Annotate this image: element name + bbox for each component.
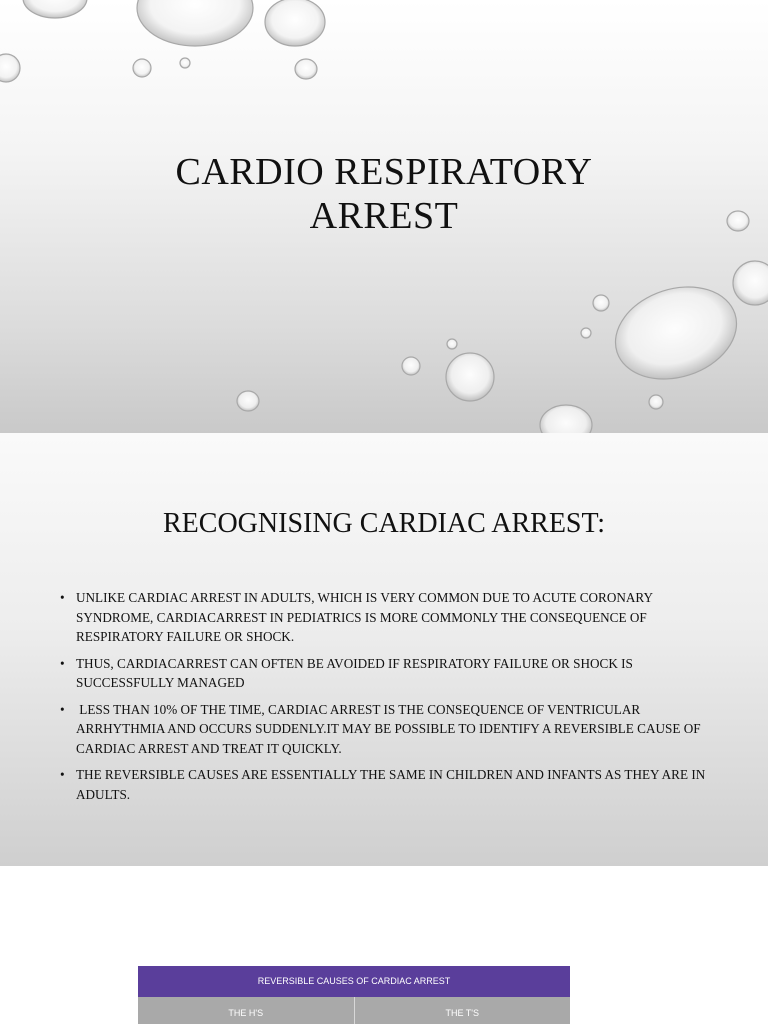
droplet xyxy=(447,339,457,349)
bullet-item xyxy=(58,700,708,759)
slide-heading: RECOGNISING CARDIAC ARREST: xyxy=(163,508,605,539)
droplet xyxy=(295,59,317,79)
table-slide xyxy=(0,866,768,1024)
droplet xyxy=(0,54,20,82)
bullet-item xyxy=(58,654,708,693)
title-slide xyxy=(0,0,768,433)
table-header-row xyxy=(138,997,570,1024)
bullet-text: UNLIKE CARDIAC ARREST IN ADULTS, WHICH IS VERY COMMON DUE TO ACUTE CORONARY SYNDROME, CARDIACARREST IN PEDIATRICS IS MORE COMMONLY THE CONSEQUENCE OF RESPIRATORY FAILURE OR SHOCK. xyxy=(76,590,653,644)
droplet xyxy=(137,0,253,46)
slide-title-line-2: ARREST xyxy=(309,195,459,237)
bullet-text: THE REVERSIBLE CAUSES ARE ESSENTIALLY THE SAME IN CHILDREN AND INFANTS AS THEY ARE IN ADULTS. xyxy=(76,767,706,802)
droplet xyxy=(402,357,420,375)
droplet xyxy=(446,353,494,401)
droplet xyxy=(540,405,592,433)
bullet-list xyxy=(58,588,708,811)
droplet xyxy=(603,272,748,394)
bullet-icon: • xyxy=(60,590,65,605)
bullet-icon: • xyxy=(60,767,65,782)
reversible-causes-table xyxy=(138,966,570,1024)
bullet-icon: • xyxy=(60,655,65,671)
bullet-text: LESS THAN 10% OF THE TIME, CARDIAC ARREST IS THE CONSEQUENCE OF VENTRICULAR ARRHYTHMIA AND OCCURS SUDDENLY.IT MAY BE POSSIBLE TO IDENTIFY A REVERSIBLE CAUSE OF CARDIAC ARREST AND TREAT IT QUICKLY. xyxy=(76,701,704,756)
droplet xyxy=(133,59,151,77)
droplet xyxy=(237,391,259,411)
bullet-item xyxy=(58,588,708,647)
droplet xyxy=(581,328,591,338)
column-header-ts: THE T'S xyxy=(354,997,571,1024)
slide-title xyxy=(0,150,768,238)
droplet xyxy=(593,295,609,311)
bullet-item xyxy=(58,765,708,804)
bullet-icon: • xyxy=(60,701,65,717)
bullet-text: THUS, CARDIACARREST CAN OFTEN BE AVOIDED IF RESPIRATORY FAILURE OR SHOCK IS SUCCESSFULLY MANAGED xyxy=(76,655,633,690)
droplet xyxy=(265,0,325,46)
droplet xyxy=(649,395,663,409)
droplet xyxy=(23,0,87,18)
droplet xyxy=(180,58,190,68)
droplet xyxy=(733,261,768,305)
content-slide xyxy=(0,433,768,866)
column-header-hs: THE H'S xyxy=(228,1008,264,1018)
table-title: REVERSIBLE CAUSES OF CARDIAC ARREST xyxy=(138,966,570,997)
slide-title-line-1: CARDIO RESPIRATORY xyxy=(175,151,593,193)
